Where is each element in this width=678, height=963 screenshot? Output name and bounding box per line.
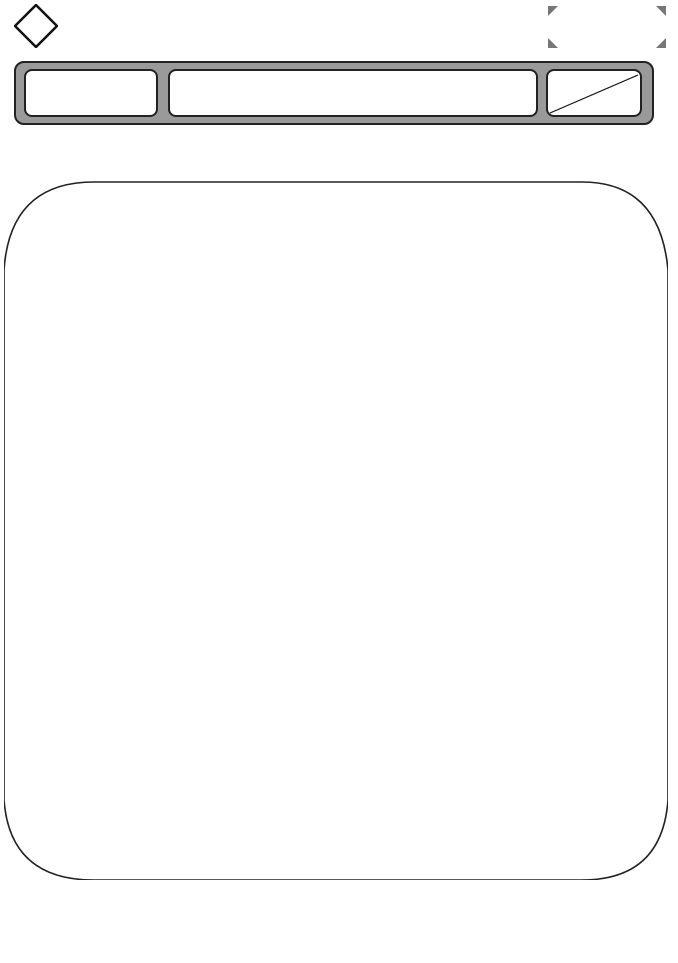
group-label-box [548,6,666,48]
page-number-badge [14,4,58,48]
decorative-diamond-row [58,8,538,46]
rounded-frame-border [4,180,668,880]
score-box [546,69,642,117]
title-box [168,69,538,117]
score-diagonal-line [548,71,640,115]
reading-frame [4,180,668,880]
corner-brackets-icon [548,6,666,48]
duration-box [24,69,158,117]
page-number [14,4,58,48]
exam-header [14,61,654,125]
